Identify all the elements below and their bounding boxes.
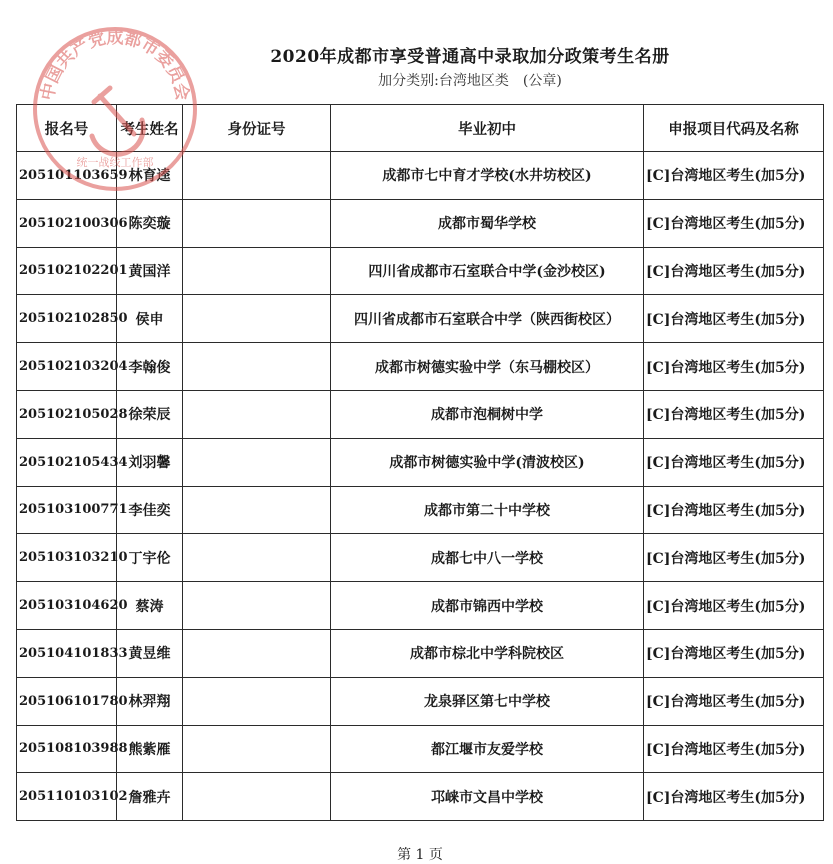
student-name: 黄国洋	[117, 247, 183, 295]
bonus-item: [C]台湾地区考生(加5分)	[644, 725, 824, 773]
junior-school: 成都市锦西中学校	[331, 582, 644, 630]
student-name: 刘羽馨	[117, 438, 183, 486]
student-name: 李佳奕	[117, 486, 183, 534]
registration-id: 205103103210	[17, 534, 117, 582]
student-name: 熊紫雁	[117, 725, 183, 773]
junior-school: 都江堰市友爱学校	[331, 725, 644, 773]
registration-id: 205102103204	[17, 343, 117, 391]
registration-id: 205104101833	[17, 629, 117, 677]
registration-id: 205102105434	[17, 438, 117, 486]
junior-school: 成都市树德实验中学（东马棚校区）	[331, 343, 644, 391]
table-row	[17, 199, 824, 247]
header-id-card: 身份证号	[183, 105, 331, 152]
junior-school: 成都市泡桐树中学	[331, 390, 644, 438]
table-row	[17, 629, 824, 677]
bonus-item: [C]台湾地区考生(加5分)	[644, 773, 824, 821]
id-card-redacted	[183, 438, 331, 486]
student-name: 侯申	[117, 295, 183, 343]
table-row	[17, 390, 824, 438]
table-row	[17, 725, 824, 773]
junior-school: 成都市树德实验中学(清波校区)	[331, 438, 644, 486]
bonus-item: [C]台湾地区考生(加5分)	[644, 486, 824, 534]
junior-school: 邛崃市文昌中学校	[331, 773, 644, 821]
student-name: 李翰俊	[117, 343, 183, 391]
registration-id: 205106101780	[17, 677, 117, 725]
id-card-redacted	[183, 247, 331, 295]
seal-note: (公章)	[522, 73, 562, 89]
student-name: 詹雅卉	[117, 773, 183, 821]
student-name: 林羿翔	[117, 677, 183, 725]
table-row	[17, 773, 824, 821]
junior-school: 成都七中八一学校	[331, 534, 644, 582]
table-row	[17, 295, 824, 343]
document-subtitle	[150, 70, 790, 90]
id-card-redacted	[183, 390, 331, 438]
bonus-item: [C]台湾地区考生(加5分)	[644, 438, 824, 486]
header-junior-school: 毕业初中	[331, 105, 644, 152]
table-row	[17, 534, 824, 582]
bonus-item: [C]台湾地区考生(加5分)	[644, 677, 824, 725]
student-name: 林育逵	[117, 152, 183, 200]
id-card-redacted	[183, 629, 331, 677]
student-name: 陈奕璇	[117, 199, 183, 247]
table-row	[17, 438, 824, 486]
id-card-redacted	[183, 582, 331, 630]
registration-id: 205110103102	[17, 773, 117, 821]
document-title: 2020年成都市享受普通高中录取加分政策考生名册	[270, 47, 670, 67]
student-name: 蔡涛	[117, 582, 183, 630]
header-bonus-item: 申报项目代码及名称	[644, 105, 824, 152]
student-name: 丁宇伦	[117, 534, 183, 582]
bonus-item: [C]台湾地区考生(加5分)	[644, 390, 824, 438]
seal-subtext: 统一战线工作部	[76, 156, 154, 169]
bonus-item: [C]台湾地区考生(加5分)	[644, 199, 824, 247]
bonus-item: [C]台湾地区考生(加5分)	[644, 343, 824, 391]
junior-school: 四川省成都市石室联合中学(金沙校区)	[331, 247, 644, 295]
id-card-redacted	[183, 486, 331, 534]
registration-id: 205103100771	[17, 486, 117, 534]
table-row	[17, 677, 824, 725]
bonus-item: [C]台湾地区考生(加5分)	[644, 247, 824, 295]
table-row	[17, 152, 824, 200]
table-row	[17, 486, 824, 534]
bonus-item: [C]台湾地区考生(加5分)	[644, 152, 824, 200]
junior-school: 成都市七中育才学校(水井坊校区)	[331, 152, 644, 200]
seal-arc-text: 中国共产党成都市委员会	[37, 27, 193, 103]
header-registration-id: 报名号	[17, 105, 117, 152]
junior-school: 四川省成都市石室联合中学（陕西街校区）	[331, 295, 644, 343]
registration-id: 205102100306	[17, 199, 117, 247]
student-name: 徐荣辰	[117, 390, 183, 438]
registration-id: 205102102201	[17, 247, 117, 295]
student-roster-table	[16, 104, 824, 821]
table-row	[17, 343, 824, 391]
bonus-item: [C]台湾地区考生(加5分)	[644, 629, 824, 677]
table-row	[17, 582, 824, 630]
id-card-redacted	[183, 199, 331, 247]
id-card-redacted	[183, 295, 331, 343]
registration-id: 205101103659	[17, 152, 117, 200]
junior-school: 成都市第二十中学校	[331, 486, 644, 534]
bonus-item: [C]台湾地区考生(加5分)	[644, 582, 824, 630]
id-card-redacted	[183, 725, 331, 773]
header-student-name: 考生姓名	[117, 105, 183, 152]
registration-id: 205108103988	[17, 725, 117, 773]
category-label: 加分类别:台湾地区类	[378, 73, 509, 89]
registration-id: 205102102850	[17, 295, 117, 343]
student-name: 黄昱维	[117, 629, 183, 677]
page-number: 第 1 页	[397, 847, 443, 863]
junior-school: 成都市棕北中学科院校区	[331, 629, 644, 677]
registration-id: 205102105028	[17, 390, 117, 438]
bonus-item: [C]台湾地区考生(加5分)	[644, 534, 824, 582]
id-card-redacted	[183, 343, 331, 391]
id-card-redacted	[183, 534, 331, 582]
junior-school: 龙泉驿区第七中学校	[331, 677, 644, 725]
id-card-redacted	[183, 152, 331, 200]
junior-school: 成都市蜀华学校	[331, 199, 644, 247]
registration-id: 205103104620	[17, 582, 117, 630]
id-card-redacted	[183, 773, 331, 821]
bonus-item: [C]台湾地区考生(加5分)	[644, 295, 824, 343]
table-row	[17, 247, 824, 295]
table-header-row	[17, 105, 824, 152]
id-card-redacted	[183, 677, 331, 725]
